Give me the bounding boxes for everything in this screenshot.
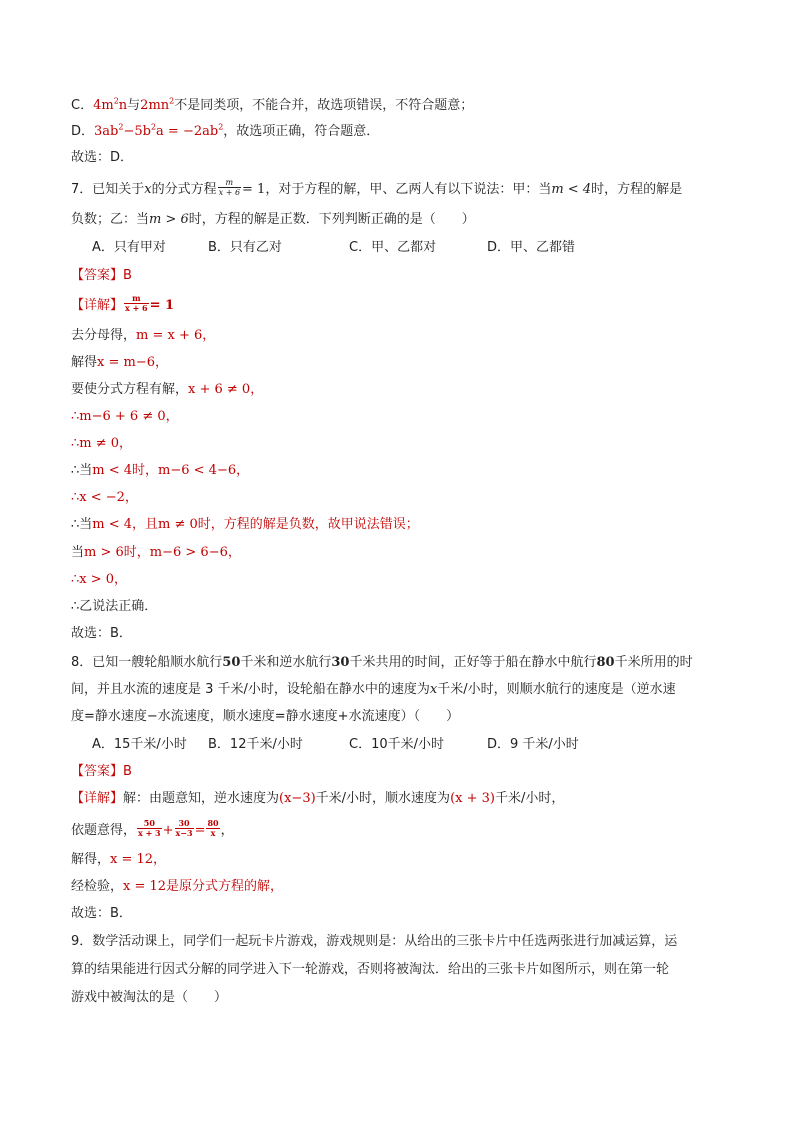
- q8-solve: 解得，x = 12，: [71, 852, 167, 867]
- q8-detail: 【详解】解：由题意知，逆水速度为(x−3)千米/小时，顺水速度为(x + 3)千米/小时，: [71, 791, 565, 806]
- answer-value: B: [123, 268, 132, 283]
- q7-step: 解得x = m−6，: [71, 355, 168, 370]
- q8-equation-line: 依题意得， $\frac{50}{x + 3}$ + $\frac{30}{x-3}$ = $\frac{80}{x}$ ，: [71, 818, 234, 838]
- q8-answer: [71, 762, 132, 782]
- q7-option-d: D．甲、乙都错: [487, 240, 576, 255]
- word-with: 与: [127, 98, 141, 113]
- q7-fraction: $\frac{m}{x + 6}$: [218, 178, 241, 197]
- expr-d: $3ab^2-5b^2a = -2ab^2$: [94, 122, 224, 139]
- prev-option-c: [71, 96, 473, 116]
- q7-step: 去分母得，m = x + 6，: [71, 328, 216, 343]
- q7-detail-header: 【详解】 $\frac{m}{x + 6}$ = 1: [71, 293, 175, 313]
- q7-step: ∴当m < 4时，m−6 < 4−6，: [71, 463, 250, 478]
- q8-option-a: A．15千米/小时: [92, 737, 187, 752]
- detail-label: 【详解】: [71, 791, 124, 806]
- q7-step: ∴x > 0，: [71, 572, 128, 587]
- option-c-text: 不是同类项，不能合并，故选项错误，不符合题意；: [174, 98, 474, 113]
- q9-stem-line3: 游戏中被淘汰的是（ ）: [71, 990, 228, 1005]
- q9-stem-line1: 9．数学活动课上，同学们一起玩卡片游戏，游戏规则是：从给出的三张卡片中任选两张进行加减运算，运: [71, 934, 678, 949]
- q8-option-d: D．9 千米/小时: [487, 737, 579, 752]
- q7-option-b: B．只有乙对: [208, 240, 282, 255]
- q7-step: 当m > 6时，m−6 > 6−6，: [71, 545, 241, 560]
- q7-step: 要使分式方程有解，x + 6 ≠ 0，: [71, 382, 264, 397]
- detail-label: 【详解】: [71, 298, 124, 313]
- fraction-30: $\frac{30}{x-3}$: [175, 818, 193, 838]
- option-letter: C．: [71, 98, 94, 113]
- expr-term2: $2mn^2$: [140, 96, 175, 113]
- q7-step: ∴m ≠ 0，: [71, 436, 133, 451]
- answer-label: 【答案】: [71, 764, 124, 779]
- q8-option-c: C．10千米/小时: [349, 737, 444, 752]
- q7-stem-line2: 负数；乙：当m > 6时，方程的解是正数．下列判断正确的是（ ）: [71, 212, 475, 227]
- option-d-text: ，故选项正确，符合题意．: [223, 124, 380, 139]
- detail-fraction: $\frac{m}{x + 6}$: [125, 293, 148, 313]
- prev-conclusion: 故选：D．: [71, 150, 134, 165]
- fraction-80: $\frac{80}{x}$: [207, 818, 219, 838]
- q8-stem-line1: 8．已知一艘轮船顺水航行50千米和逆水航行30千米共用的时间，正好等于船在静水中航行80千米所用的时: [71, 655, 693, 670]
- q7-step: ∴x < −2，: [71, 490, 138, 505]
- expr-term1: $4m^2n$: [93, 96, 128, 113]
- fraction-50: $\frac{50}{x + 3}$: [138, 818, 161, 838]
- q7-step: ∴m−6 + 6 ≠ 0，: [71, 409, 179, 424]
- q9-stem-line2: 算的结果能进行因式分解的同学进入下一轮游戏，否则将被淘汰．给出的三张卡片如图所示，则在第一轮: [71, 962, 670, 977]
- answer-label: 【答案】: [71, 268, 124, 283]
- q7-answer: [71, 266, 132, 286]
- q7-option-a: A．只有甲对: [92, 240, 166, 255]
- q7-stem-line1: 7．已知关于x的分式方程 $\frac{m}{x + 6}$ = 1，对于方程的解，甲、乙两人有以下说法：甲：当m < 4时，方程的解是: [71, 178, 683, 197]
- q8-stem-line2: 间，并且水流的速度是 3 千米/小时，设轮船在静水中的速度为x千米/小时，则顺水航行的速度是（逆水速: [71, 682, 676, 697]
- q7-option-c: C．甲、乙都对: [349, 240, 437, 255]
- q7-conclusion: 故选：B．: [71, 626, 132, 641]
- q7-step: ∴当m < 4，且m ≠ 0时，方程的解是负数，故甲说法错误；: [71, 517, 419, 532]
- q7-step: ∴乙说法正确．: [71, 599, 158, 614]
- option-letter: D．: [71, 124, 95, 139]
- q8-stem-line3: 度=静水速度−水流速度，顺水速度=静水速度+水流速度）（ ）: [71, 709, 460, 724]
- q8-conclusion: 故选：B．: [71, 906, 132, 921]
- q8-check: 经检验，x = 12是原分式方程的解，: [71, 879, 284, 894]
- prev-option-d: [71, 122, 379, 142]
- q8-option-b: B．12千米/小时: [208, 737, 303, 752]
- answer-value: B: [123, 764, 132, 779]
